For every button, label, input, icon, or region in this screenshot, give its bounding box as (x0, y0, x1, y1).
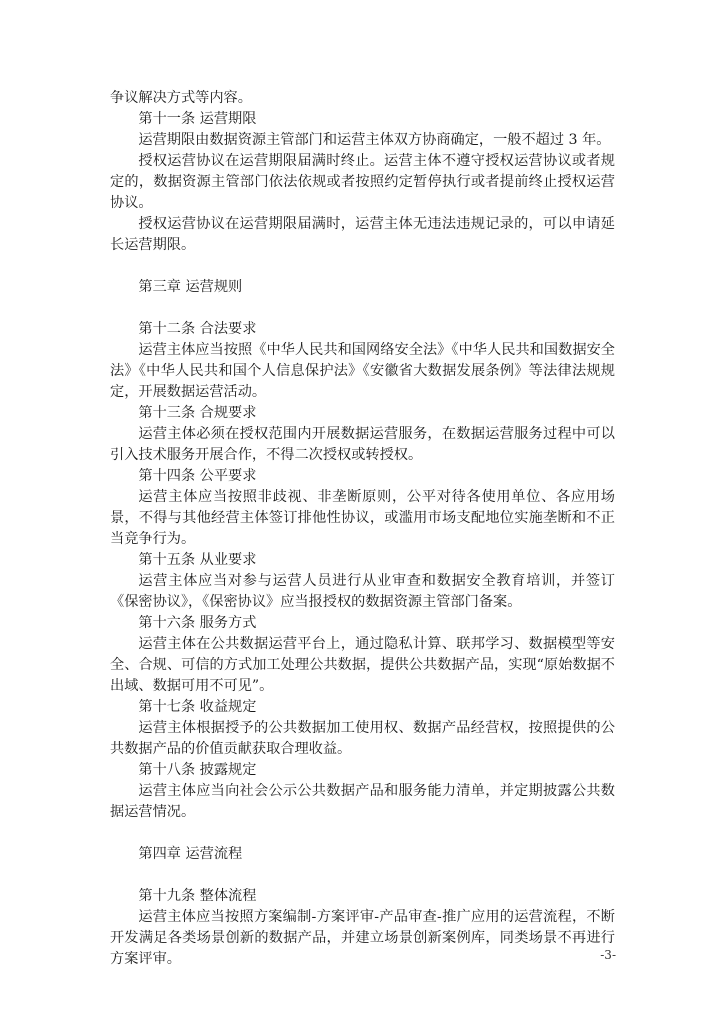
article-heading: 第十七条 收益规定 (138, 699, 257, 715)
article-heading: 第十一条 运营期限 (138, 111, 257, 127)
chapter-heading: 第四章 运营流程 (138, 846, 243, 862)
paragraph: 运营主体应当按照《中华人民共和国网络安全法》《中华人民共和国数据安全法》《中华人民共和国个人信息保护法》《安徽省大数据发展条例》等法律法规规定，开展数据运营活动。 (110, 342, 615, 400)
paragraph: 授权运营协议在运营期限届满时终止。运营主体不遵守授权运营协议或者规定的，数据资源主管部门依法依规或者按照约定暂停执行或者提前终止授权运营协议。 (110, 153, 615, 211)
paragraph: 运营主体根据授予的公共数据加工使用权、数据产品经营权，按照提供的公共数据产品的价值贡献获取合理收益。 (110, 720, 615, 757)
paragraph: 争议解决方式等内容。 (110, 90, 252, 106)
article-heading: 第十四条 公平要求 (138, 468, 257, 484)
paragraph: 运营主体应当向社会公示公共数据产品和服务能力清单，并定期披露公共数据运营情况。 (110, 783, 615, 820)
paragraph: 授权运营协议在运营期限届满时，运营主体无违法违规记录的，可以申请延长运营期限。 (110, 216, 615, 253)
paragraph: 运营主体必须在授权范围内开展数据运营服务，在数据运营服务过程中可以引入技术服务开展合作，不得二次授权或转授权。 (110, 426, 615, 463)
article-heading: 第十九条 整体流程 (138, 888, 257, 904)
paragraph: 运营期限由数据资源主管部门和运营主体双方协商确定，一般不超过 3 年。 (138, 132, 611, 148)
paragraph: 运营主体应当按照方案编制-方案评审-产品审查-推广应用的运营流程，不断开发满足各类场景创新的数据产品，并建立场景创新案例库，同类场景不再进行方案评审。 (110, 909, 615, 967)
article-heading: 第十三条 合规要求 (138, 405, 257, 421)
article-heading: 第十八条 披露规定 (138, 762, 257, 778)
paragraph: 运营主体应当对参与运营人员进行从业审查和数据安全教育培训，并签订《保密协议》，《保密协议》应当报授权的数据资源主管部门备案。 (110, 573, 615, 610)
article-heading: 第十六条 服务方式 (138, 615, 257, 631)
paragraph: 运营主体应当按照非歧视、非垄断原则，公平对待各使用单位、各应用场景，不得与其他经营主体签订排他性协议，或滥用市场支配地位实施垄断和不正当竞争行为。 (110, 489, 615, 547)
article-heading: 第十二条 合法要求 (138, 321, 257, 337)
document-body (110, 88, 615, 970)
article-heading: 第十五条 从业要求 (138, 552, 257, 568)
paragraph: 运营主体在公共数据运营平台上，通过隐私计算、联邦学习、数据模型等安全、合规、可信的方式加工处理公共数据，提供公共数据产品，实现“原始数据不出域、数据可用不可见”。 (110, 636, 615, 694)
page-number: -3- (600, 948, 616, 962)
chapter-heading: 第三章 运营规则 (138, 279, 243, 295)
